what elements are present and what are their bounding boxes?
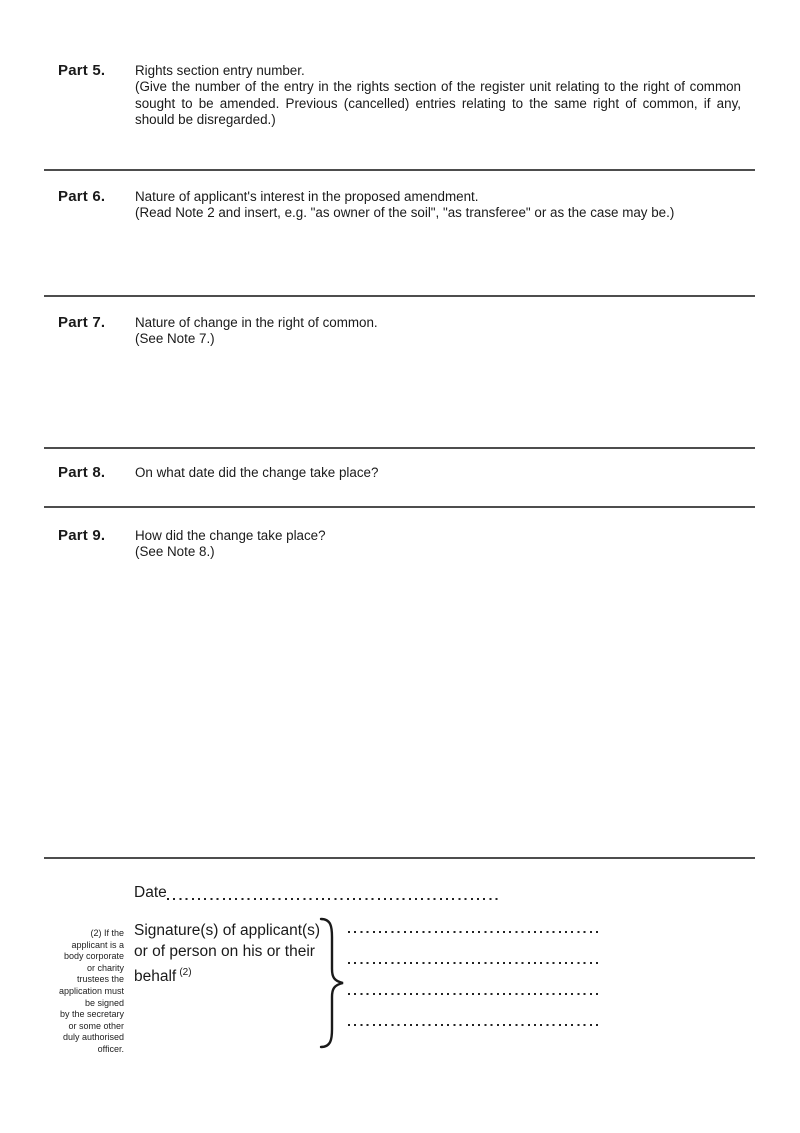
- part-8-label: Part 8.: [58, 464, 106, 481]
- part-9-label: Part 9.: [58, 527, 106, 544]
- signature-label-line1: Signature(s) of applicant(s): [134, 922, 321, 939]
- part-6-title: Nature of applicant's interest in the proposed amendment.: [135, 189, 479, 204]
- section-divider-rule: [44, 506, 755, 508]
- signature-label-line2: or of person on his or their: [134, 943, 315, 960]
- part-6-note: (Read Note 2 and insert, e.g. "as owner of the soil", "as transferee" or as the case may be.): [135, 205, 675, 221]
- brace-icon: [318, 916, 346, 1050]
- signature-fill-in-line[interactable]: [348, 931, 602, 933]
- section-divider-rule: [44, 447, 755, 449]
- part-5-title: Rights section entry number.: [135, 63, 305, 78]
- part-7-note: (See Note 7.): [135, 331, 215, 347]
- part-7-label: Part 7.: [58, 314, 106, 331]
- date-row: [134, 884, 501, 902]
- part-5-label: Part 5.: [58, 62, 106, 79]
- section-divider-rule: [44, 295, 755, 297]
- part-5-body: [135, 63, 741, 128]
- part-8-body: [135, 465, 741, 481]
- footnote-reference: (2): [179, 967, 192, 978]
- part-6-body: [135, 189, 741, 222]
- date-label: Date: [134, 884, 167, 901]
- signature-label: [134, 920, 329, 987]
- footer-divider-rule: [44, 857, 755, 859]
- section-divider-rule: [44, 169, 755, 171]
- signature-label-line3: behalf $^{(2)}$: [134, 967, 192, 986]
- part-8-title: On what date did the change take place?: [135, 465, 379, 480]
- part-5-note: (Give the number of the entry in the rights section of the register unit relating to the right of common sought to be amended. Previous (cancelled) entries relating to the same right of common, if any, should be disregarded.): [135, 79, 741, 127]
- part-7-title: Nature of change in the right of common.: [135, 315, 378, 330]
- footnote-side-note: (2) If the applicant is a body corporate or charity trustees the application must be signed by the secretary or some other duly authorised officer.: [58, 928, 124, 1054]
- part-9-note: (See Note 8.): [135, 544, 215, 560]
- signature-fill-in-line[interactable]: [348, 1024, 602, 1026]
- part-7-body: [135, 315, 741, 348]
- part-6-label: Part 6.: [58, 188, 106, 205]
- date-fill-in-line[interactable]: [167, 898, 501, 900]
- signature-fill-in-line[interactable]: [348, 993, 602, 995]
- signature-fill-in-line[interactable]: [348, 962, 602, 964]
- part-9-body: [135, 528, 741, 561]
- part-9-title: How did the change take place?: [135, 528, 326, 543]
